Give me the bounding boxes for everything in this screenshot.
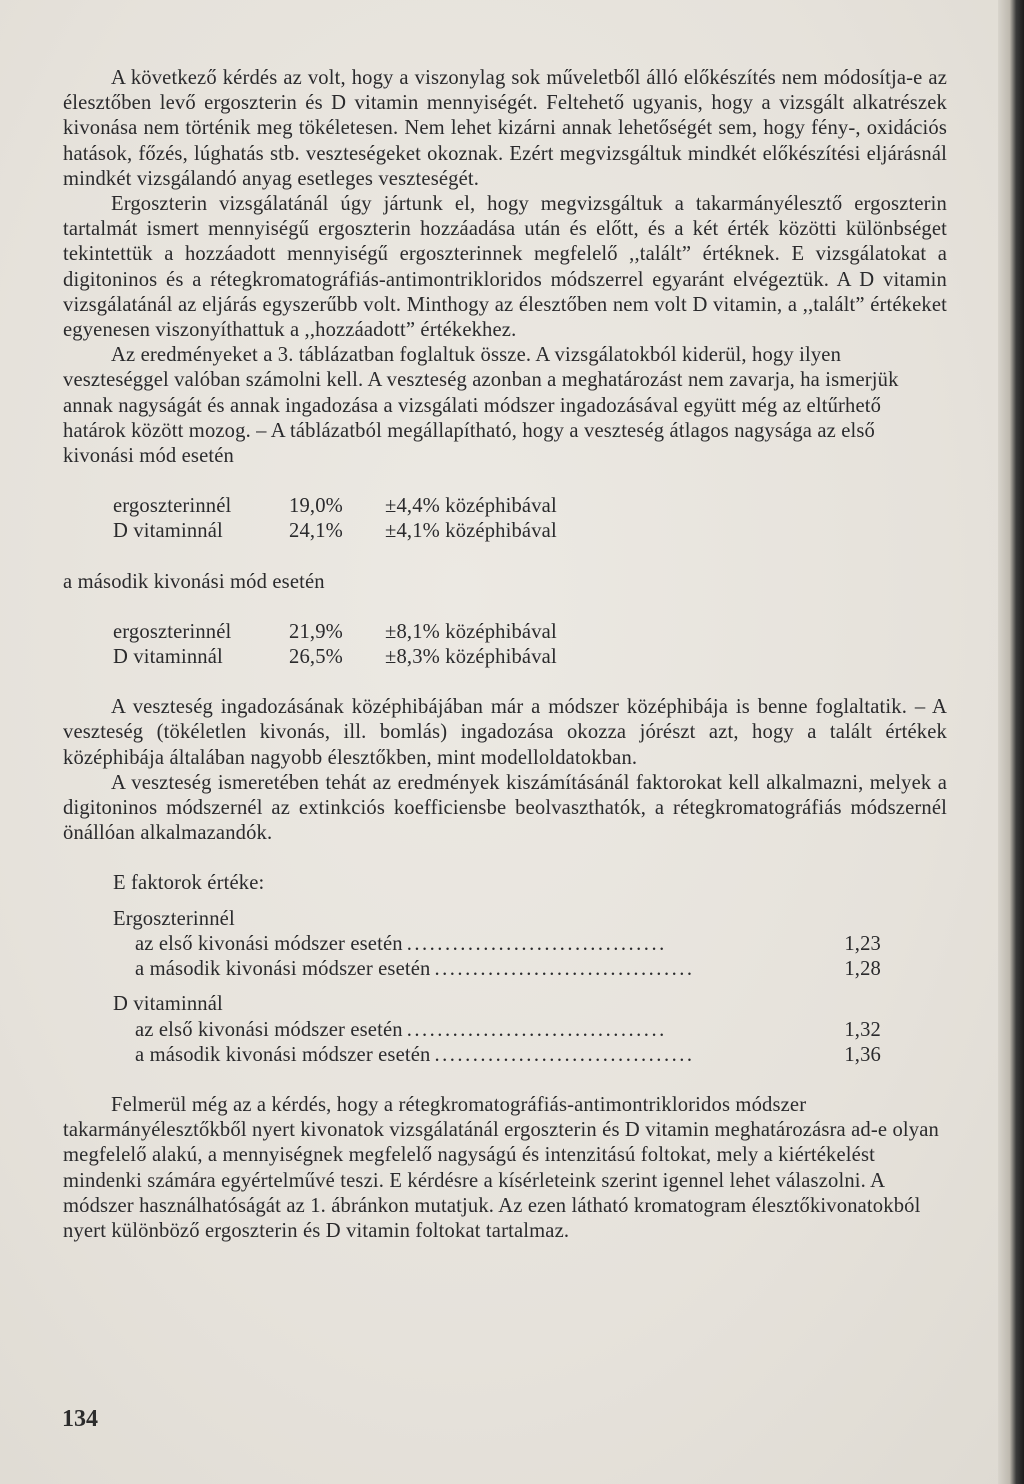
loss-value: 26,5% [289, 646, 343, 669]
factor-group-ergosterol: Ergoszterinnél [113, 907, 235, 930]
paragraph-results-summary: Az eredményeket a 3. táblázatban foglaltuk össze. A vizsgálatokból kiderül, hogy ilyen veszteséggel valóban számolni kell. A veszteség azonban a meghatározást nem zavarja, ha ismerjük annak nagyságát és annak ingadozása a vizsgálati módszer ingadozásával együtt még az eltűrhető határok között mozog. – A táblázatból megállapítható, hogy a veszteség átlagos nagysága az első kivonási mód esetén [63, 344, 899, 468]
loss-label: ergoszterinnél [113, 495, 232, 518]
page-binding-edge [998, 0, 1024, 1484]
paragraph-factors-intro: A veszteség ismeretében tehát az eredmények kiszámításánál faktorokat kell alkalmazni, melyek a digitoninos módszernél az extinkciós koefficiensbe beolvaszthatók, a rétegkromatográfiás módszernél önállóan alkalmazandók. [63, 771, 947, 845]
loss-error: ±4,1% középhibával [385, 520, 557, 543]
paragraph-ergosterol-method: Ergoszterin vizsgálatánál úgy jártunk el, hogy megvizsgáltuk a takarmányélesztő ergoszterin tartalmát ismert mennyiségű ergoszterin hozzáadása után és előtt, és a két érték közötti különbséget tekintettük a hozzáadott mennyiségű ergoszterinnek megfelelő ,,talált” értéknek. E vizsgálatokat a digitoninos és a rétegkromatográfiás-antimontrikloridos módszerrel egyaránt elvégeztük. A D vitamin vizsgálatánál az eljárás egyszerűbb volt. Minthogy az élesztőben nem volt D vitamin, a ,,talált” értékeket egyenesen viszonyíthattuk a ,,hozzáadott” értékekhez. [63, 193, 947, 342]
factor-label: a második kivonási módszer esetén [135, 1043, 431, 1066]
loss-row-ergosterol-first [63, 494, 947, 519]
factor-value: 1,23 [844, 932, 881, 955]
loss-label: D vitaminnál [113, 646, 223, 669]
loss-error: ±4,4% középhibával [385, 495, 557, 518]
paragraph-preparation-question: A következő kérdés az volt, hogy a viszonylag sok műveletből álló előkészítés nem módosítja-e az élesztőben levő ergoszterin és D vitamin mennyiségét. Feltehető ugyanis, hogy a vizsgált alkatrészek kivonása nem történik meg tökéletesen. Nem lehet kizárni annak lehetőségét sem, hogy fény-, oxidációs hatások, főzés, lúghatás stb. veszteségeket okoznak. Ezért megvizsgáltuk mindkét előkészítési eljárásnál mindkét vizsgálandó anyag esetleges veszteségét. [63, 67, 947, 190]
leader-dots: .................................. [434, 958, 695, 981]
factor-value: 1,32 [844, 1018, 881, 1041]
page-number: 134 [62, 1406, 98, 1432]
paragraph-loss-variation: A veszteség ingadozásának középhibájában már a módszer középhibája is benne foglaltatik. – A veszteség (tökéletlen kivonás, ill. bomlás) ingadozása okozza jórészt azt, hogy a talált értékek középhibája általában nagyobb élesztőkben, mint modelloldatokban. [63, 696, 947, 769]
loss-label: ergoszterinnél [113, 620, 232, 643]
factor-group-vitamin-d: D vitaminnál [113, 993, 223, 1016]
leader-dots: .................................. [406, 932, 667, 955]
factor-label: az első kivonási módszer esetén [135, 932, 403, 955]
loss-value: 24,1% [289, 520, 343, 543]
factors-heading: E faktorok értéke: [113, 872, 265, 895]
loss-row-ergosterol-second [63, 620, 947, 645]
factor-row [63, 932, 881, 957]
paragraph-chromatography-question: Felmerül még az a kérdés, hogy a rétegkromatográfiás-antimontrikloridos módszer takarmányélesztőkből nyert kivonatok vizsgálatánál ergoszterin és D vitamin meghatározásra ad-e olyan megfelelő alakú, a mennyiségnek megfelelő nagyságú és intenzitású foltokat, mely a kiértékelést mindenki számára egyértelművé teszi. E kérdésre a kísérleteink szerint igennel lehet válaszolni. A módszer használhatóságát az 1. ábránkon mutatjuk. Az ezen látható kromatogram élesztőkivonatokból nyert különböző ergoszterin és D vitamin foltokat tartalmaz. [63, 1093, 939, 1242]
factor-row [63, 957, 881, 982]
loss-label: D vitaminnál [113, 520, 223, 543]
factor-row [63, 1018, 881, 1043]
leader-dots: .................................. [406, 1018, 667, 1041]
factor-value: 1,28 [844, 958, 881, 981]
loss-error: ±8,1% középhibával [385, 620, 557, 643]
leader-dots: .................................. [434, 1043, 695, 1066]
factor-label: az első kivonási módszer esetén [135, 1018, 403, 1041]
factor-label: a második kivonási módszer esetén [135, 958, 431, 981]
factor-value: 1,36 [844, 1043, 881, 1066]
second-method-heading: a második kivonási mód esetén [63, 570, 325, 593]
body-text [63, 66, 947, 1244]
loss-error: ±8,3% középhibával [385, 646, 557, 669]
loss-value: 21,9% [289, 620, 343, 643]
loss-row-vitamin-d-first [63, 519, 947, 544]
loss-value: 19,0% [289, 495, 343, 518]
factor-row [63, 1043, 881, 1068]
loss-row-vitamin-d-second [63, 645, 947, 670]
